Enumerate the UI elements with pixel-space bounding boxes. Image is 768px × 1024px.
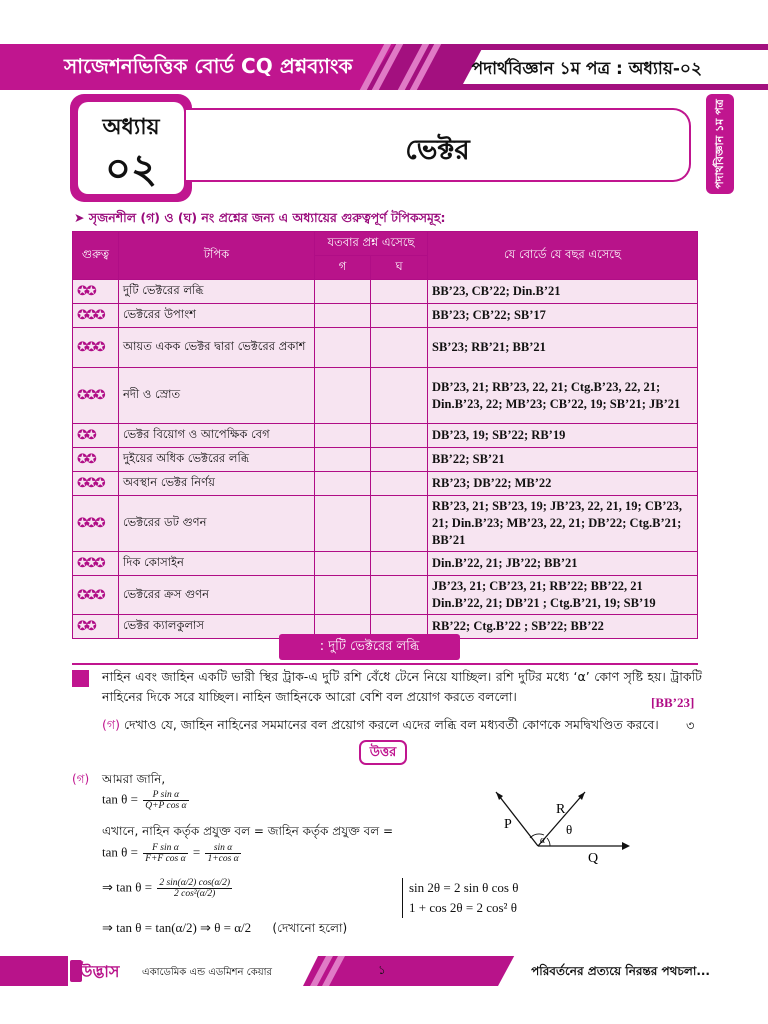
- chapter-title-box: [186, 108, 691, 182]
- chapter-number: ০২: [104, 146, 157, 192]
- table-row: [73, 368, 698, 424]
- ga-cell: [315, 328, 371, 368]
- topic-cell: আয়ত একক ভেক্টর দ্বারা ভেক্টরের প্রকাশ: [119, 328, 315, 368]
- diagram-label-R: R: [556, 802, 566, 817]
- boards-cell: DB’23, 19; SB’22; RB’19: [428, 424, 698, 448]
- answer-line: আমরা জানি,: [102, 772, 166, 786]
- topic-cell: দুইয়ের অধিক ভেক্টরের লব্ধি: [119, 448, 315, 472]
- gha-cell: [371, 424, 428, 448]
- eq3-lhs: ⇒ tan θ =: [102, 879, 153, 895]
- eq2-numerator-1: F sin α: [143, 843, 187, 854]
- vector-Q-arrowhead: [622, 842, 630, 850]
- eq1-numerator: P sin α: [143, 790, 188, 801]
- importance-stars: ✪✪✪: [73, 576, 119, 615]
- table-row: [73, 448, 698, 472]
- eq1-fraction: [143, 790, 188, 811]
- gha-cell: [371, 304, 428, 328]
- table-row: [73, 576, 698, 615]
- col-importance: গুরুত্ব: [73, 232, 119, 280]
- chapter-badge: [70, 94, 192, 202]
- importance-stars: ✪✪✪: [73, 304, 119, 328]
- importance-stars: ✪✪: [73, 424, 119, 448]
- table-row: [73, 496, 698, 552]
- eq1-denominator: Q+P cos α: [145, 801, 187, 811]
- ga-cell: [315, 304, 371, 328]
- topics-table: [72, 231, 698, 639]
- boards-cell: Din.B’22, 21; JB’22; BB’21: [428, 552, 698, 576]
- gha-cell: [371, 552, 428, 576]
- col-times-asked: যতবার প্রশ্ন এসেছে: [315, 232, 428, 256]
- boards-cell: RB’22; Ctg.B’22 ; SB’22; BB’22: [428, 615, 698, 639]
- question-stem: নাহিন এবং জাহিন একটি ভারী স্থির ট্রাক-এ দুটি রশি বেঁধে টেনে নিয়ে যাচ্ছিল। রশি দুটির মধ্যে ‘α’ কোণ সৃষ্টি হয়। ট্রাকটি নাহিনের দিকে সরে যাচ্ছিল। নাহিন জাহিনকে আরো বেশি বল প্রয়োগ করতে বললো।: [102, 669, 702, 704]
- topic-cell: ভেক্টর বিয়োগ ও আপেক্ষিক বেগ: [119, 424, 315, 448]
- boards-cell: BB’22; SB’21: [428, 448, 698, 472]
- boards-cell: RB’23, 21; SB’23, 19; JB’23, 22, 21, 19; CB’23, 21; Din.B’23; MB’23, 22, 21; DB’22; Ctg.B’21; BB’21: [428, 496, 698, 552]
- topic-cell: দুটি ভেক্টরের লব্ধি: [119, 280, 315, 304]
- col-boards: যে বোর্ডে যে বছর এসেছে: [428, 232, 698, 280]
- page-number: ১: [378, 963, 386, 977]
- importance-stars: ✪✪✪: [73, 368, 119, 424]
- ga-cell: [315, 368, 371, 424]
- identity-1: sin 2θ = 2 sin θ cos θ: [409, 880, 519, 895]
- table-row: [73, 328, 698, 368]
- ga-cell: [315, 496, 371, 552]
- eq3-numerator: 2 sin(α/2) cos(α/2): [159, 878, 230, 888]
- diagram-label-alpha: α: [540, 835, 546, 846]
- sub-question: [102, 717, 659, 737]
- col-gha: ঘ: [371, 256, 428, 280]
- chapter-label: অধ্যায়: [102, 115, 160, 140]
- eq3-fraction: [157, 878, 232, 899]
- section-title: : দুটি ভেক্টরের লব্ধি: [279, 634, 460, 660]
- topic-cell: ভেক্টরের ক্রস গুণন: [119, 576, 315, 615]
- diagram-label-P: P: [504, 817, 512, 832]
- footer-brand: উদ্ভাস: [80, 962, 120, 981]
- boards-cell: DB’23, 21; RB’23, 22, 21; Ctg.B’23, 22, 21; Din.B’23, 22; MB’23; CB’22, 19; SB’21; JB’21: [428, 368, 698, 424]
- importance-stars: ✪✪: [73, 280, 119, 304]
- eq2-fraction-2: [205, 843, 240, 864]
- chapter-badge-inner: [78, 102, 184, 194]
- footer-tagline: পরিবর্তনের প্রত্যয়ে নিরন্তর পথচলা...: [531, 964, 710, 978]
- question-board-tag: [BB’23]: [651, 695, 695, 710]
- eq2-equals: =: [192, 844, 201, 860]
- ga-cell: [315, 576, 371, 615]
- equation-3: [102, 878, 234, 899]
- sub-question-label: (গ): [102, 717, 120, 732]
- diagram-label-theta: θ: [566, 822, 573, 837]
- eq1-lhs: tan θ =: [102, 791, 138, 807]
- divider: [72, 663, 698, 665]
- side-tab: [706, 94, 734, 194]
- ga-cell: [315, 552, 371, 576]
- table-row: [73, 424, 698, 448]
- importance-stars: ✪✪✪: [73, 472, 119, 496]
- col-ga: গ: [315, 256, 371, 280]
- eq2-lhs: tan θ =: [102, 844, 138, 860]
- table-header-row: [73, 232, 698, 256]
- eq4-expression: ⇒ tan θ = tan(α/2) ⇒ θ = α/2: [102, 920, 252, 935]
- gha-cell: [371, 280, 428, 304]
- ga-cell: [315, 472, 371, 496]
- boards-cell: BB’23; CB’22; SB’17: [428, 304, 698, 328]
- gha-cell: [371, 448, 428, 472]
- topic-cell: দিক কোসাইন: [119, 552, 315, 576]
- importance-stars: ✪✪✪: [73, 496, 119, 552]
- answer-label: (গ): [72, 772, 90, 786]
- table-row: [73, 304, 698, 328]
- eq4-note: (দেখানো হলো): [272, 921, 348, 935]
- theta-arc: [547, 838, 550, 846]
- boards-cell: JB’23, 21; CB’23, 21; RB’22; BB’22, 21 Din.B’22, 21; DB’21 ; Ctg.B’21, 19; SB’19: [428, 576, 698, 615]
- page-footer: [0, 956, 768, 986]
- table-row: [73, 472, 698, 496]
- vector-P-line: [496, 792, 538, 846]
- answer-pill: উত্তর: [359, 740, 407, 765]
- table-row: [73, 280, 698, 304]
- eq3-denominator: 2 cos²(α/2): [174, 889, 216, 899]
- gha-cell: [371, 472, 428, 496]
- header-book-title: সাজেশনভিত্তিক বোর্ড CQ প্রশ্নব্যাংক: [64, 54, 353, 78]
- importance-stars: ✪✪✪: [73, 328, 119, 368]
- sub-question-text: দেখাও যে, জাহিন নাহিনের সমমানের বল প্রয়োগ করলে এদের লব্ধি বল মধ্যবর্তী কোণকে সমদ্বিখণ্ডিত করবে।: [123, 717, 659, 732]
- gha-cell: [371, 368, 428, 424]
- eq2-denominator-2: 1+cos α: [207, 854, 239, 864]
- gha-cell: [371, 576, 428, 615]
- boards-cell: RB’23; DB’22; MB’22: [428, 472, 698, 496]
- footer-brand-sub: একাডেমিক এন্ড এডমিশন কেয়ার: [142, 967, 273, 978]
- question-bullet: [72, 670, 89, 687]
- equation-4: [102, 920, 347, 940]
- vector-diagram: [492, 788, 638, 868]
- importance-stars: ✪✪✪: [73, 552, 119, 576]
- header-chapter-ref: পদার্থবিজ্ঞান ১ম পত্র : অধ্যায়-০২: [471, 59, 702, 79]
- page-header: [0, 44, 768, 90]
- important-topics-heading: ➤ সৃজনশীল (গ) ও (ঘ) নং প্রশ্নের জন্য এ অধ্যায়ের গুরুত্বপূর্ণ টপিকসমূহ:: [74, 210, 446, 225]
- answer-line: এখানে, নাহিন কর্তৃক প্রযুক্ত বল = জাহিন কর্তৃক প্রযুক্ত বল =: [102, 824, 394, 838]
- boards-cell: SB’23; RB’21; BB’21: [428, 328, 698, 368]
- equation-2: [102, 843, 243, 864]
- gha-cell: [371, 328, 428, 368]
- ga-cell: [315, 280, 371, 304]
- boards-cell: BB’23, CB’22; Din.B’21: [428, 280, 698, 304]
- eq2-fraction-1: [143, 843, 187, 864]
- topic-cell: নদী ও স্রোত: [119, 368, 315, 424]
- eq2-denominator-1: F+F cos α: [145, 854, 186, 864]
- question-marks: ৩: [686, 719, 695, 734]
- eq2-numerator-2: sin α: [205, 843, 240, 854]
- identity-box: [402, 878, 518, 918]
- identity-2: 1 + cos 2θ = 2 cos² θ: [409, 900, 517, 915]
- side-tab-label: পদার্থবিজ্ঞান ১ম পত্র: [713, 99, 726, 189]
- importance-stars: ✪✪: [73, 615, 119, 639]
- equation-1: [102, 790, 191, 811]
- ga-cell: [315, 424, 371, 448]
- gha-cell: [371, 496, 428, 552]
- diagram-label-Q: Q: [588, 851, 599, 866]
- ga-cell: [315, 448, 371, 472]
- topic-cell: ভেক্টরের ডট গুণন: [119, 496, 315, 552]
- importance-stars: ✪✪: [73, 448, 119, 472]
- topic-cell: ভেক্টর ক্যালকুলাস: [119, 615, 315, 639]
- topic-cell: অবস্থান ভেক্টর নির্ণয়: [119, 472, 315, 496]
- col-topic: টপিক: [119, 232, 315, 280]
- topic-cell: ভেক্টরের উপাংশ: [119, 304, 315, 328]
- chapter-title: ভেক্টর: [405, 133, 470, 166]
- table-row: [73, 552, 698, 576]
